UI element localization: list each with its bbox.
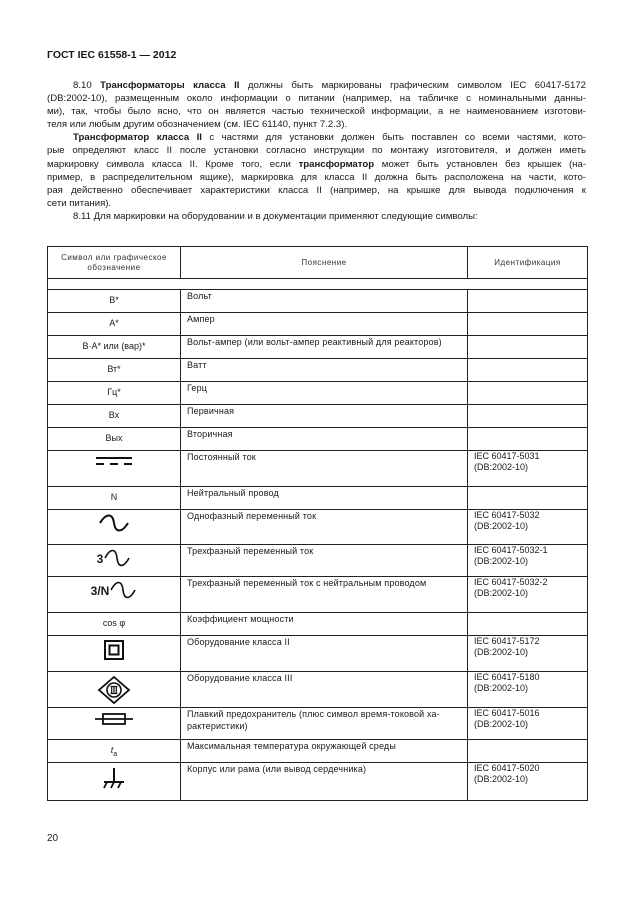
identification-cell <box>468 428 588 451</box>
symbol-text: Вых <box>105 433 123 443</box>
explanation-text: Максимальная температура окружающей среды <box>187 741 396 751</box>
identification-cell <box>468 336 588 359</box>
db-date: (DB:2002-10) <box>474 719 529 729</box>
explanation-text: Первичная <box>187 406 235 416</box>
symbol-cell <box>48 382 181 405</box>
document-header: ГОСТ IEC 61558-1 — 2012 <box>47 49 177 61</box>
symbol-text: Вх <box>108 410 120 420</box>
explanation-cell <box>181 487 468 510</box>
class-iii-equipment-icon <box>97 697 131 707</box>
text-run: маркировку символа класса II. Кроме того, если <box>47 158 299 170</box>
header-explanation: Пояснение <box>181 247 468 279</box>
table-row <box>48 487 588 510</box>
explanation-text: Ампер <box>187 314 215 324</box>
symbol-text: Вт* <box>107 364 121 374</box>
iec-reference: IEC 60417-5031 <box>474 451 540 461</box>
table-row <box>48 451 588 487</box>
header-symbol: Символ или графическое обозначение <box>48 247 181 279</box>
table-row <box>48 510 588 545</box>
symbol-text: cos φ <box>102 618 126 628</box>
symbol-cell <box>48 708 181 740</box>
iec-reference: IEC 60417-5016 <box>474 708 540 718</box>
symbol-subscript: a <box>113 750 118 758</box>
three-phase-ac-icon <box>103 560 131 570</box>
text-line <box>47 210 586 223</box>
iec-reference: IEC 60417-5032-1 <box>474 545 548 555</box>
iec-reference: IEC 60417-5020 <box>474 763 540 773</box>
symbol-cell <box>48 613 181 636</box>
three-phase-neutral-ac-icon <box>109 592 137 602</box>
fuse-icon <box>94 719 134 729</box>
table-row <box>48 577 588 613</box>
table-row <box>48 636 588 672</box>
text-run: с частями для установки должен быть поставлен со всеми частями, кото- <box>201 132 586 144</box>
explanation-cell <box>181 672 468 708</box>
symbols-table <box>47 246 588 801</box>
direct-current-icon <box>94 460 134 470</box>
text-line <box>47 79 586 92</box>
table-row <box>48 763 588 801</box>
identification-cell <box>468 405 588 428</box>
explanation-cell <box>181 313 468 336</box>
text-run: может быть установлен без крышек (на- <box>374 158 586 170</box>
explanation-text: Постоянный ток <box>187 452 256 462</box>
text-line <box>47 144 586 157</box>
symbol-cell <box>48 510 181 545</box>
explanation-text: Герц <box>187 383 208 393</box>
symbol-cell <box>48 336 181 359</box>
class-ii-equipment-icon <box>103 653 125 663</box>
text-line <box>47 118 586 131</box>
frame-chassis-icon <box>101 784 127 794</box>
identification-cell <box>468 313 588 336</box>
text-line <box>47 171 586 184</box>
text-line <box>47 158 586 171</box>
explanation-text: Трехфазный переменный ток <box>187 546 314 556</box>
table-row <box>48 428 588 451</box>
db-date: (DB:2002-10) <box>474 556 529 566</box>
symbol-cell <box>48 487 181 510</box>
identification-cell <box>468 636 588 672</box>
text-run: должны быть маркированы графическим символом IEC 60417-5172 <box>239 80 587 91</box>
symbol-prefix: 3/N <box>90 584 110 598</box>
explanation-cell <box>181 405 468 428</box>
text-run: рые определяют класс II после установки согласно инструкции по монтажу изготовителя, и должен иметь <box>47 145 586 157</box>
explanation-text: Однофазный переменный ток <box>187 511 317 521</box>
text-line <box>47 131 586 144</box>
table-row <box>48 313 588 336</box>
text-run: (DB:2002-10), размещенным около информации о питании (например, на табличке с номинальными данны- <box>47 93 586 105</box>
text-run: ми), так, чтобы было ясно, что он является частью технической информации, а не наименованием изготови- <box>47 106 586 118</box>
explanation-cell <box>181 636 468 672</box>
explanation-cell <box>181 336 468 359</box>
identification-cell <box>468 613 588 636</box>
body-text <box>47 79 586 223</box>
paragraph <box>47 210 586 223</box>
explanation-text: Нейтральный провод <box>187 488 279 498</box>
explanation-text: Ватт <box>187 360 207 370</box>
bold-term: Трансформатор класса II <box>73 132 202 144</box>
explanation-cell <box>181 290 468 313</box>
iec-reference: IEC 60417-5180 <box>474 672 540 682</box>
symbol-cell <box>48 636 181 672</box>
explanation-cell <box>181 708 468 740</box>
text-line <box>47 92 586 105</box>
symbol-text: А* <box>109 318 119 328</box>
explanation-cell <box>181 510 468 545</box>
explanation-cell <box>181 545 468 577</box>
symbol-cell <box>48 545 181 577</box>
symbol-cell <box>48 290 181 313</box>
explanation-text: Вольт <box>187 291 212 301</box>
text-line <box>47 197 586 210</box>
explanation-text: Коэффициент мощности <box>187 614 294 624</box>
explanation-text: Вторичная <box>187 429 233 439</box>
text-line <box>47 184 586 197</box>
identification-cell <box>468 577 588 613</box>
table-row <box>48 405 588 428</box>
iec-reference: IEC 60417-5032-2 <box>474 577 548 587</box>
iec-reference: IEC 60417-5032 <box>474 510 540 520</box>
explanation-text: Вольт-ампер (или вольт-ампер реактивный для реакторов) <box>187 337 442 347</box>
symbol-cell <box>48 740 181 763</box>
paragraph <box>47 79 586 131</box>
db-date: (DB:2002-10) <box>474 521 529 531</box>
table-row <box>48 545 588 577</box>
symbol-cell <box>48 359 181 382</box>
symbol-cell <box>48 672 181 708</box>
bold-term: трансформатор <box>298 158 375 170</box>
explanation-cell <box>181 382 468 405</box>
identification-cell <box>468 290 588 313</box>
db-date: (DB:2002-10) <box>474 647 529 657</box>
text-run: 8.11 Для маркировки на оборудовании и в документации применяют следующие символы: <box>73 210 478 222</box>
text-run: сети питания). <box>47 197 112 209</box>
explanation-text: Оборудование класса II <box>187 637 290 647</box>
explanation-cell <box>181 451 468 487</box>
text-run: пример, в распределительном ящике), маркировка для класса II должна быть расположена на части, кото- <box>47 171 586 183</box>
table-row <box>48 740 588 763</box>
paragraph <box>47 131 586 210</box>
table-row <box>48 290 588 313</box>
db-date: (DB:2002-10) <box>474 588 529 598</box>
identification-cell <box>468 740 588 763</box>
explanation-text: Корпус или рама (или вывод сердечника) <box>187 764 367 774</box>
explanation-text: Плавкий предохранитель (плюс символ время-токовой ха-рактеристики) <box>187 709 440 731</box>
db-date: (DB:2002-10) <box>474 462 529 472</box>
symbol-cell <box>48 405 181 428</box>
text-run: рая действенно обеспечивает характеристики класса II (например, на крышке для вывода подключения к <box>47 184 586 196</box>
symbol-text: В·А* или (вар)* <box>82 341 146 351</box>
explanation-cell <box>181 359 468 382</box>
explanation-cell <box>181 428 468 451</box>
page-number: 20 <box>47 833 59 844</box>
table-row <box>48 708 588 740</box>
explanation-cell <box>181 577 468 613</box>
explanation-text: Трехфазный переменный ток с нейтральным проводом <box>187 578 427 588</box>
explanation-text: Оборудование класса III <box>187 673 293 683</box>
identification-cell <box>468 708 588 740</box>
table-row <box>48 382 588 405</box>
identification-cell <box>468 359 588 382</box>
table-row <box>48 359 588 382</box>
symbol-prefix: 3 <box>96 552 104 566</box>
identification-cell <box>468 487 588 510</box>
identification-cell <box>468 763 588 801</box>
header-identification: Идентификация <box>468 247 588 279</box>
db-date: (DB:2002-10) <box>474 683 529 693</box>
db-date: (DB:2002-10) <box>474 774 529 784</box>
identification-cell <box>468 545 588 577</box>
explanation-cell <box>181 740 468 763</box>
table-row <box>48 613 588 636</box>
iec-reference: IEC 60417-5172 <box>474 636 540 646</box>
bold-term: Трансформаторы класса II <box>100 80 240 91</box>
explanation-cell <box>181 763 468 801</box>
identification-cell <box>468 451 588 487</box>
single-phase-ac-icon <box>97 525 131 535</box>
explanation-cell <box>181 613 468 636</box>
symbol-cell <box>48 577 181 613</box>
text-run: теля или любым другим обозначением (см. IEC 61140, пункт 7.2.3). <box>47 119 348 131</box>
table-row <box>48 672 588 708</box>
table-row <box>48 336 588 359</box>
text-line <box>47 105 586 118</box>
symbol-cell <box>48 313 181 336</box>
symbol-text: t <box>110 745 114 755</box>
text-run: 8.10 <box>73 80 101 91</box>
symbol-cell <box>48 763 181 801</box>
symbol-cell <box>48 451 181 487</box>
symbol-text: Гц* <box>107 387 121 397</box>
symbol-text: В* <box>109 295 119 305</box>
identification-cell <box>468 382 588 405</box>
identification-cell <box>468 510 588 545</box>
symbol-cell <box>48 428 181 451</box>
symbol-text: N <box>110 492 118 502</box>
identification-cell <box>468 672 588 708</box>
